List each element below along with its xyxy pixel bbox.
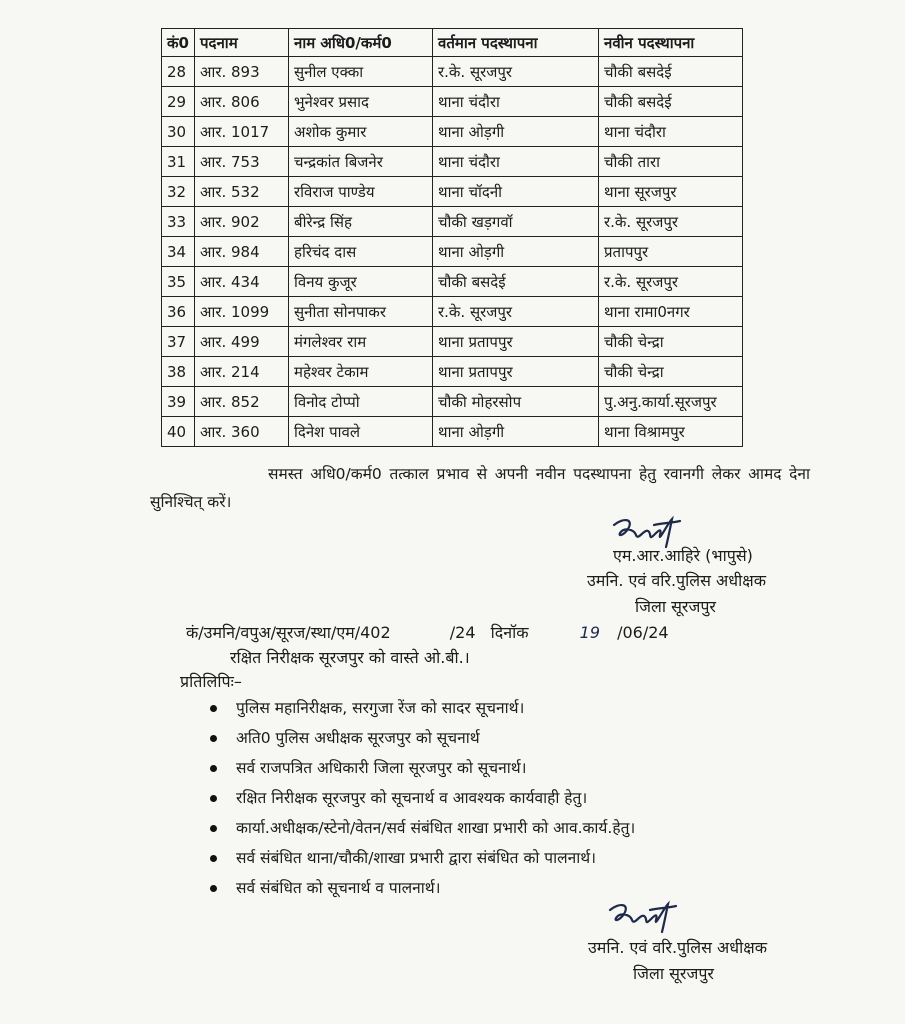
cell-designation: आर. 984 (195, 237, 289, 267)
cell-new-posting: चौकी बसदेई (599, 57, 743, 87)
cell-serial: 32 (162, 177, 195, 207)
cell-current-posting: थाना ओड़गी (433, 237, 599, 267)
cell-name: मंगलेश्वर राम (289, 327, 433, 357)
table-row (162, 387, 743, 417)
cc-list-item: कार्या.अधीक्षक/स्टेनो/वेतन/सर्व संबंधित शाखा प्रभारी को आव.कार्य.हेतु। (210, 816, 635, 846)
cell-new-posting: थाना सूरजपुर (599, 177, 743, 207)
cell-new-posting: प्रतापपुर (599, 237, 743, 267)
header-new-posting: नवीन पदस्थापना (599, 29, 743, 57)
order-number-text: कं/उमनि/वपुअ/सूरज/स्था/एम/402 (186, 623, 391, 642)
cc-list (210, 696, 635, 906)
cell-serial: 36 (162, 297, 195, 327)
posting-table (161, 28, 743, 447)
table-row (162, 87, 743, 117)
cell-designation: आर. 753 (195, 147, 289, 177)
header-name: नाम अधि0/कर्म0 (289, 29, 433, 57)
header-serial: कं0 (162, 29, 195, 57)
cc-heading: प्रतिलिपिः– (180, 672, 242, 691)
cc-list-item: सर्व संबंधित थाना/चौकी/शाखा प्रभारी द्वारा संबंधित को पालनार्थ। (210, 846, 635, 876)
order-date-rest: /06/24 (617, 623, 669, 642)
cell-new-posting: थाना विश्रामपुर (599, 417, 743, 447)
table-row (162, 297, 743, 327)
cell-current-posting: थाना ओड़गी (433, 417, 599, 447)
cell-name: विनोद टोप्पो (289, 387, 433, 417)
cell-new-posting: र.के. सूरजपुर (599, 207, 743, 237)
cell-new-posting: पु.अनु.कार्या.सूरजपुर (599, 387, 743, 417)
cc-list-item: सर्व संबंधित को सूचनार्थ व पालनार्थ। (210, 876, 635, 906)
cell-new-posting: थाना रामा0नगर (599, 297, 743, 327)
cell-designation: आर. 434 (195, 267, 289, 297)
cell-designation: आर. 499 (195, 327, 289, 357)
cell-name: हरिचंद दास (289, 237, 433, 267)
table-row (162, 237, 743, 267)
table-row (162, 267, 743, 297)
signatory-name: एम.आर.आहिरे (भापुसे) (613, 546, 753, 565)
cell-current-posting: थाना ओड़गी (433, 117, 599, 147)
cc-list-item: अति0 पुलिस अधीक्षक सूरजपुर को सूचनार्थ (210, 726, 635, 756)
table-row (162, 357, 743, 387)
cell-serial: 29 (162, 87, 195, 117)
cell-new-posting: चौकी चेन्द्रा (599, 357, 743, 387)
cell-serial: 31 (162, 147, 195, 177)
cell-new-posting: थाना चंदौरा (599, 117, 743, 147)
header-current-posting: वर्तमान पदस्थापना (433, 29, 599, 57)
signature-image-2 (606, 898, 686, 936)
order-year: /24 (449, 623, 476, 642)
cell-serial: 39 (162, 387, 195, 417)
cc-list-item: पुलिस महानिरीक्षक, सरगुजा रेंज को सादर सूचनार्थ। (210, 696, 635, 726)
cell-serial: 35 (162, 267, 195, 297)
cell-current-posting: थाना प्रतापपुर (433, 327, 599, 357)
cell-new-posting: चौकी तारा (599, 147, 743, 177)
cell-current-posting: र.के. सूरजपुर (433, 297, 599, 327)
cell-designation: आर. 1017 (195, 117, 289, 147)
table-row (162, 57, 743, 87)
signatory-district: जिला सूरजपुर (635, 597, 716, 616)
cell-new-posting: र.के. सूरजपुर (599, 267, 743, 297)
table-row (162, 117, 743, 147)
footer-designation: उमनि. एवं वरि.पुलिस अधीक्षक (588, 938, 767, 957)
footer-district: जिला सूरजपुर (633, 964, 714, 983)
table-row (162, 177, 743, 207)
cell-name: विनय कुजूर (289, 267, 433, 297)
cell-name: रविराज पाण्डेय (289, 177, 433, 207)
cell-designation: आर. 214 (195, 357, 289, 387)
cell-designation: आर. 532 (195, 177, 289, 207)
cell-name: चन्द्रकांत बिजनेर (289, 147, 433, 177)
cell-current-posting: चौकी खड़गवॉ (433, 207, 599, 237)
cell-serial: 40 (162, 417, 195, 447)
order-number (186, 621, 669, 643)
cell-name: सुनील एक्का (289, 57, 433, 87)
table-row (162, 327, 743, 357)
cell-designation: आर. 360 (195, 417, 289, 447)
signatory-designation: उमनि. एवं वरि.पुलिस अधीक्षक (587, 571, 766, 590)
cc-list-item: रक्षित निरीक्षक सूरजपुर को सूचनार्थ व आवश्यक कार्यवाही हेतु। (210, 786, 635, 816)
table-header-row (162, 29, 743, 57)
cell-current-posting: थाना चॉदनी (433, 177, 599, 207)
table-body (162, 57, 743, 447)
cell-current-posting: थाना प्रतापपुर (433, 357, 599, 387)
order-date-label: दिनॉक (490, 623, 529, 642)
cell-name: बीरेन्द्र सिंह (289, 207, 433, 237)
cell-name: दिनेश पावले (289, 417, 433, 447)
instruction-paragraph: समस्त अधि0/कर्म0 तत्काल प्रभाव से अपनी नवीन पदस्थापना हेतु रवानगी लेकर आमद देना सुनिश्चित् करें। (150, 465, 810, 511)
cell-current-posting: र.के. सूरजपुर (433, 57, 599, 87)
cell-current-posting: थाना चंदौरा (433, 147, 599, 177)
cell-name: अशोक कुमार (289, 117, 433, 147)
table-row (162, 147, 743, 177)
cell-name: महेश्वर टेकाम (289, 357, 433, 387)
order-date-day: 19 (579, 623, 601, 642)
cell-name: भुनेश्वर प्रसाद (289, 87, 433, 117)
cell-designation: आर. 902 (195, 207, 289, 237)
cell-serial: 38 (162, 357, 195, 387)
cell-current-posting: थाना चंदौरा (433, 87, 599, 117)
header-designation: पदनाम (195, 29, 289, 57)
cell-designation: आर. 1099 (195, 297, 289, 327)
cc-list-item: सर्व राजपत्रित अधिकारी जिला सूरजपुर को सूचनार्थ। (210, 756, 635, 786)
cell-designation: आर. 852 (195, 387, 289, 417)
cell-current-posting: चौकी बसदेई (433, 267, 599, 297)
table-row (162, 417, 743, 447)
cell-designation: आर. 806 (195, 87, 289, 117)
cell-serial: 30 (162, 117, 195, 147)
table-row (162, 207, 743, 237)
cell-serial: 28 (162, 57, 195, 87)
cell-designation: आर. 893 (195, 57, 289, 87)
cell-new-posting: चौकी बसदेई (599, 87, 743, 117)
cell-serial: 33 (162, 207, 195, 237)
cell-name: सुनीता सोनपाकर (289, 297, 433, 327)
ob-line: रक्षित निरीक्षक सूरजपुर को वास्ते ओ.बी.। (230, 648, 470, 667)
cell-new-posting: चौकी चेन्द्रा (599, 327, 743, 357)
cell-serial: 37 (162, 327, 195, 357)
cell-current-posting: चौकी मोहरसोप (433, 387, 599, 417)
cell-serial: 34 (162, 237, 195, 267)
